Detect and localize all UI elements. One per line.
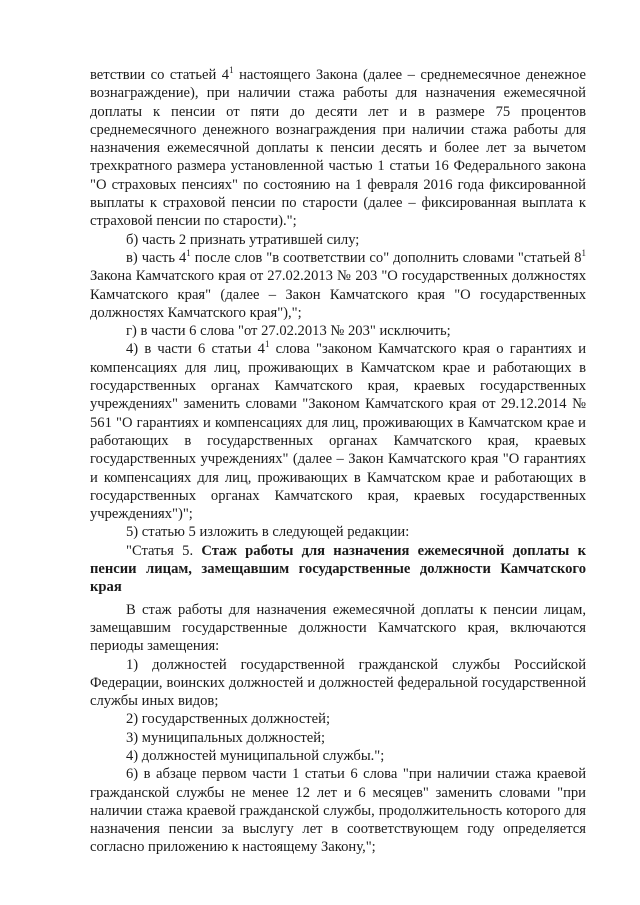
document-body xyxy=(90,66,586,857)
article-5-heading xyxy=(90,542,586,597)
superscript-one: 1 xyxy=(581,247,586,258)
paragraph-4: 4) в части 6 статьи $4^1$ слова "законом Камчатского края о гарантиях и компенсациях для лиц, проживающих в Камчатском крае и работающих в государственных органах Камчатского края, краевых государственных учреждениях" заменить словами "Законом Камчатского края от 29.12.2014 № 561 "О гарантиях и компенсациях для лиц, проживающих в Камчатском крае и работающих в государственных органах Камчатского края, краевых государственных учреждениях" (далее – Закон Камчатского края "О гарантиях и компенсациях для лиц, проживающих в Камчатском крае и работающих в государственных органах Камчатского края, краевых государственных учреждениях")"; xyxy=(90,339,586,523)
article-5-item-4: 4) должностей муниципальной службы."; xyxy=(126,747,385,764)
article-5-item-2: 2) государственных должностей; xyxy=(126,711,331,728)
superscript-one: 1 xyxy=(229,65,234,75)
paragraph-v: в) часть $4^1$ после слов "в соответствии со" дополнить словами "статьей $8^1$ Закона Камчатского края от 27.02.2013 № 203 "О государственных должностях Камчатского края" (далее – Закон Камчатского края "О государственных должностях Камчатского края"),"; xyxy=(90,247,586,321)
superscript-one: 1 xyxy=(264,339,270,350)
paragraph-g: г) в части 6 слова "от 27.02.2013 № 203" исключить; xyxy=(126,323,451,340)
paragraph-6: 6) в абзаце первом части 1 статьи 6 слова "при наличии стажа краевой гражданской службы не менее 12 лет и 6 месяцев" заменить словами "при наличии стажа краевой гражданской службы, продолжительность которого для назначения пенсии за выслугу лет в соответствующем году определяется согласно приложению к настоящему Закону,"; xyxy=(90,766,586,856)
paragraph-5: 5) статью 5 изложить в следующей редакции: xyxy=(126,524,410,541)
paragraph-continuation: ветствии со статьей $4^1$ настоящего Закона (далее – среднемесячное денежное вознаграждение), при наличии стажа работы для назначения ежемесячной доплаты к пенсии от пяти до десяти лет и в размере 75 процентов среднемесячного денежного вознаграждения при наличии стажа работы для назначения ежемесячной доплаты к пенсии десять и более лет за вычетом трехкратного размера установленной частью 1 статьи 16 Федерального закона "О страховых пенсиях" по состоянию на 1 февраля 2016 года фиксированной выплаты к страховой пенсии по старости (далее – фиксированная выплата к страховой пенсии по старости)."; xyxy=(90,65,586,230)
article-5-title: Стаж работы для назначения ежемесячной доплаты к пенсии лицам, замещавшим государственные должности Камчатского края xyxy=(90,542,586,596)
superscript-one: 1 xyxy=(186,247,191,258)
article-5-item-1: 1) должностей государственной гражданской службы Российской Федерации, воинских должностей и должностей федеральной государственной службы иных видов; xyxy=(90,656,586,710)
article-5-item-3: 3) муниципальных должностей; xyxy=(126,729,326,746)
paragraph-b: б) часть 2 признать утратившей силу; xyxy=(126,231,360,248)
article-5-intro: В стаж работы для назначения ежемесячной доплаты к пенсии лицам, замещавшим государственные должности Камчатского края, включаются периоды замещения: xyxy=(90,601,586,655)
article-5-prefix: "Статья 5. xyxy=(126,542,202,559)
